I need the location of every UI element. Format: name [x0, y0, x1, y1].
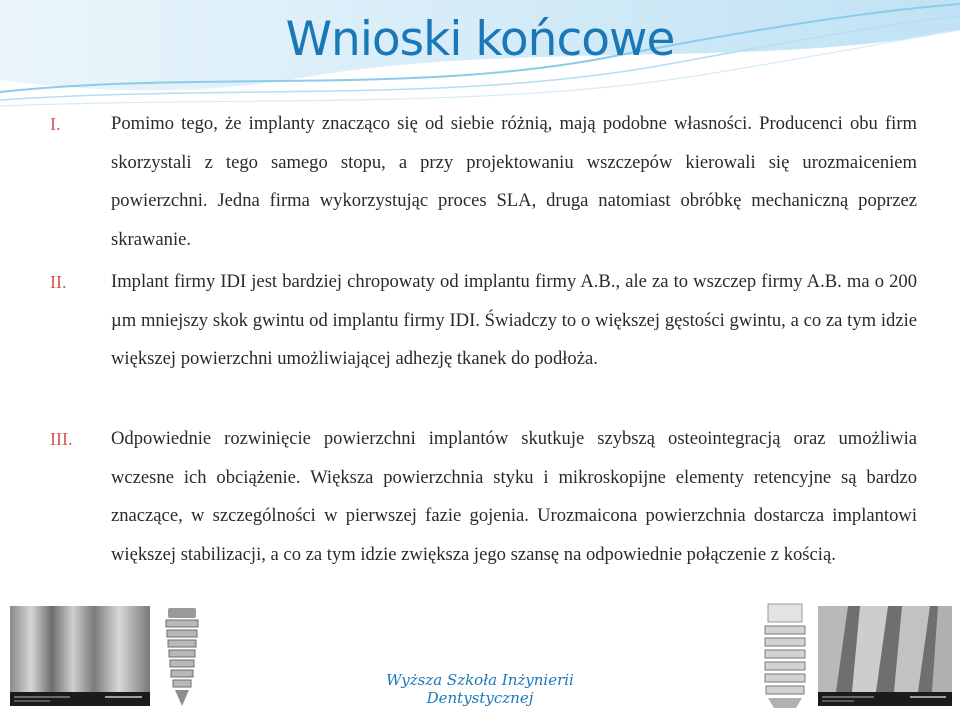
- implant-image-right: [760, 602, 810, 712]
- footer-institution: Wyższa Szkoła Inżynierii Dentystycznej: [386, 671, 574, 707]
- item-number: II.: [50, 272, 67, 292]
- item-text: Implant firmy IDI jest bardziej chropowaty od implantu firmy A.B., ale za to wszczep firmy A.B. ma o 200 µm mniejszy skok gwintu od implantu firmy IDI. Świadczy to o większej gęstości gwintu, a co za tym idzie większej powierzchni umożliwiającej adhezję tkanek do podłoża.: [111, 271, 917, 370]
- item-text: Odpowiednie rozwinięcie powierzchni implantów skutkuje szybszą osteointegracją oraz umożliwia wczesne ich obciążenie. Większa powierzchnia styku i mikroskopijne elementy retencyjne są bardzo znaczące, w szczególności w pierwszej fazie gojenia. Urozmaicona powierzchnia dostarcza implantowi większej stabilizacji, a co za tym idzie zwiększa jego szansę na odpowiednie połączenie z kością.: [111, 428, 917, 565]
- slide-title: Wnioski końcowe: [285, 12, 675, 67]
- sem-micrograph-right: [818, 606, 952, 706]
- implant-image-left: [160, 606, 204, 710]
- sem-micrograph-left: [10, 606, 150, 706]
- item-text: Pomimo tego, że implanty znacząco się od siebie różnią, mają podobne własności. Producenci obu firm skorzystali z tego samego stopu, a przy projektowaniu wszczepów kierowali się urozmaiceniem powierzchni. Jedna firma wykorzystując proces SLA, druga natomiast obróbkę mechaniczną poprzez skrawanie.: [111, 113, 917, 250]
- item-number: III.: [50, 429, 73, 449]
- item-number: I.: [50, 114, 61, 134]
